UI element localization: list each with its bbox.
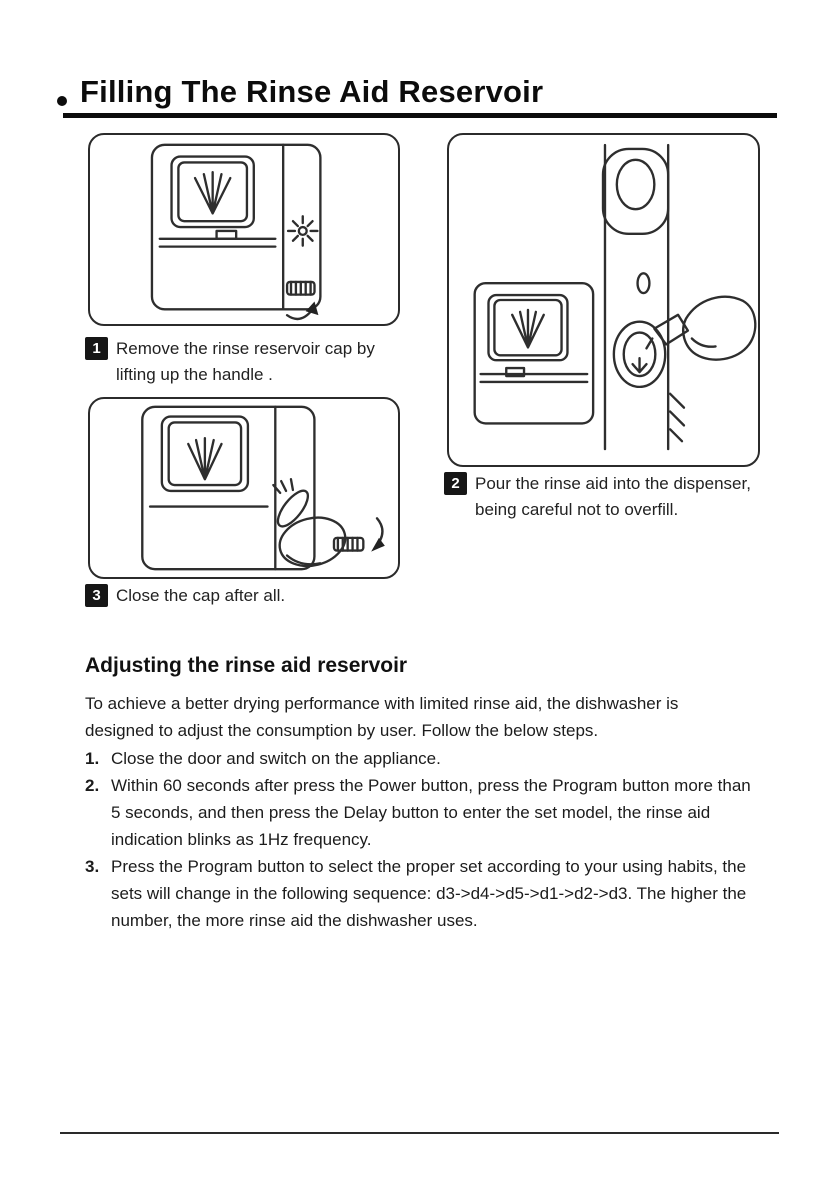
step3-badge: 3 xyxy=(85,584,108,607)
section-heading: Adjusting the rinse aid reservoir xyxy=(85,654,408,677)
hand xyxy=(683,297,755,360)
title-rule xyxy=(63,113,777,118)
list-item xyxy=(85,772,775,853)
step1-badge: 1 xyxy=(85,337,108,360)
step1-caption xyxy=(85,336,400,388)
spray-icon xyxy=(188,438,221,479)
title-bullet xyxy=(57,96,67,106)
footer-rule xyxy=(60,1132,779,1134)
page-title: Filling The Rinse Aid Reservoir xyxy=(80,74,544,109)
pouring-illustration xyxy=(449,135,758,465)
figure-step2 xyxy=(447,133,760,467)
closing-cap-illustration xyxy=(90,399,398,577)
reservoir-cap xyxy=(334,538,363,551)
steps-list xyxy=(85,745,775,934)
figure-step3 xyxy=(88,397,400,579)
step2-text: Pour the rinse aid into the dispenser, being careful not to overfill. xyxy=(475,474,751,519)
list-number: 3. xyxy=(85,857,100,876)
figure-step1 xyxy=(88,133,400,326)
hand xyxy=(273,486,351,572)
spray-icon xyxy=(195,172,230,213)
list-text: Press the Program button to select the proper set according to your using habits, the sets will change in the following sequence: d3->d4->d5->d1->d2->d3. The higher the number, the more rinse aid the dishwasher uses. xyxy=(111,857,747,930)
sparkle-icon xyxy=(288,216,317,245)
list-text: Within 60 seconds after press the Power button, press the Program button more than 5 seconds, and then press the Delay button to enter the set model, the rinse aid indication blinks as 1Hz frequency. xyxy=(111,776,751,849)
list-number: 2. xyxy=(85,776,100,795)
step3-caption xyxy=(85,583,400,609)
list-text: Close the door and switch on the appliance. xyxy=(111,749,441,768)
list-number: 1. xyxy=(85,749,100,768)
spray-icon xyxy=(512,310,544,348)
list-item xyxy=(85,745,775,772)
step3-text: Close the cap after all. xyxy=(116,586,286,605)
reservoir-cap xyxy=(287,282,314,295)
step2-caption xyxy=(444,471,774,523)
dispenser-open-illustration xyxy=(90,135,398,324)
step1-text: Remove the rinse reservoir cap by lifting up the handle . xyxy=(116,339,375,384)
rotate-close-arrow-icon xyxy=(371,518,385,551)
step2-badge: 2 xyxy=(444,472,467,495)
intro-paragraph: To achieve a better drying performance with limited rinse aid, the dishwasher is designed to adjust the consumption by user. Follow the below steps. xyxy=(85,694,679,740)
list-item xyxy=(85,853,775,934)
